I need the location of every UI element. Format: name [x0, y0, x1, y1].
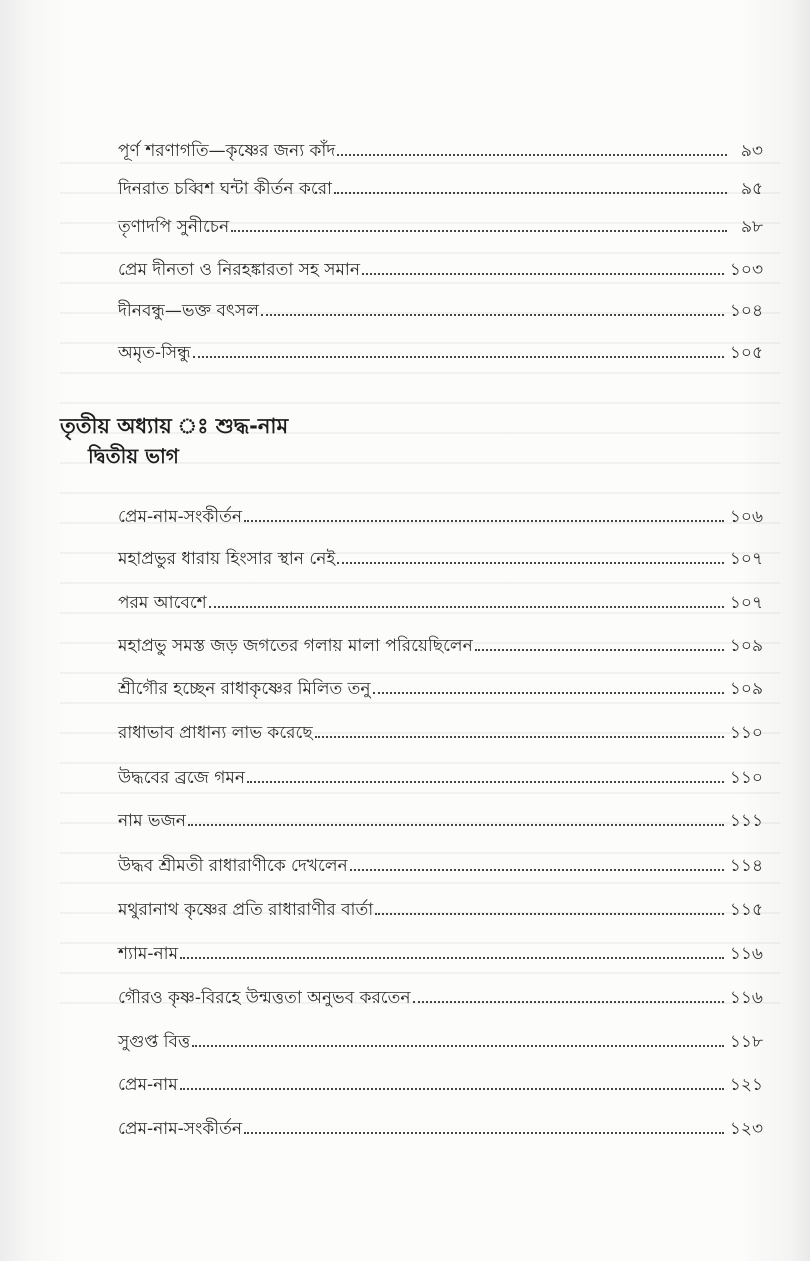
entry-title: পূর্ণ শরণাগতি—কৃষ্ণের জন্য কাঁদ — [118, 141, 336, 161]
entry-title: নাম ভজন — [118, 811, 186, 831]
entry-title: মহাপ্রভু সমস্ত জড় জগতের গলায় মালা পরিয়েছিলেন — [118, 636, 473, 656]
toc-entry — [118, 545, 763, 573]
dot-leader — [315, 735, 724, 738]
entry-title: পরম আবেশে — [118, 593, 207, 613]
dot-leader — [261, 313, 724, 316]
entry-page-number: ১০৯ — [729, 636, 763, 656]
entry-page-number: ১১৬ — [729, 988, 763, 1008]
entry-page-number: ১২১ — [729, 1075, 763, 1095]
toc-entry — [118, 1028, 763, 1056]
dot-leader — [475, 648, 724, 651]
entry-page-number: ৯৫ — [740, 179, 763, 199]
dot-leader — [337, 561, 724, 564]
entry-title: দিনরাত চব্বিশ ঘন্টা কীর্তন করো — [118, 179, 332, 199]
entry-page-number: ১০৫ — [729, 343, 763, 363]
entry-page-number: ১১০ — [729, 768, 763, 788]
entry-title: প্রেম-নাম-সংকীর্তন — [118, 507, 243, 527]
toc-entry — [118, 175, 763, 203]
dot-leader — [350, 868, 724, 871]
entry-title: অমৃত-সিন্ধু — [118, 343, 191, 363]
entry-page-number: ১০৪ — [729, 301, 763, 321]
entry-title: সুগুপ্ত বিত্ত — [118, 1032, 191, 1052]
entry-page-number: ১১০ — [729, 723, 763, 743]
entry-page-number: ১১৫ — [729, 900, 763, 920]
entry-page-number: ১১১ — [729, 811, 763, 831]
dot-leader — [247, 780, 724, 783]
dot-leader — [180, 956, 724, 959]
toc-entry — [118, 896, 763, 924]
entry-title: প্রেম দীনতা ও নিরহঙ্কারতা সহ সমান — [118, 260, 360, 280]
toc-entry — [118, 339, 763, 367]
entry-page-number: ১০৭ — [729, 593, 763, 613]
toc-entry — [118, 807, 763, 835]
toc-entry — [118, 503, 763, 531]
toc-entry — [118, 256, 763, 284]
entry-page-number: ১০৭ — [729, 549, 763, 569]
entry-title: রাধাভাব প্রাধান্য লাভ করেছে — [118, 723, 313, 743]
entry-title: মহাপ্রভুর ধারায় হিংসার স্থান নেই — [118, 549, 336, 569]
entry-page-number: ১০৩ — [729, 260, 763, 280]
entry-title: উদ্ধব শ্রীমতী রাধারাণীকে দেখলেন — [118, 856, 348, 876]
toc-entry — [118, 632, 763, 660]
entry-page-number: ১১৮ — [729, 1032, 763, 1052]
entry-page-number: ৯৩ — [740, 141, 763, 161]
entry-title: দীনবন্ধু—ভক্ত বৎসল — [118, 301, 259, 321]
entry-title: প্রেম-নাম — [118, 1075, 178, 1095]
dot-leader — [193, 355, 724, 358]
dot-leader — [192, 1044, 724, 1047]
dot-leader — [244, 1131, 724, 1134]
entry-title: শ্যাম-নাম — [118, 944, 179, 964]
dot-leader — [337, 153, 727, 156]
dot-leader — [375, 912, 724, 915]
dot-leader — [209, 605, 724, 608]
dot-leader — [413, 1000, 724, 1003]
toc-entry — [118, 764, 763, 792]
part-heading: দ্বিতীয় ভাগ — [88, 444, 179, 468]
dot-leader — [188, 823, 724, 826]
entry-title: উদ্ধবের ব্রজে গমন — [118, 768, 246, 788]
toc-entry — [118, 1071, 763, 1099]
toc-entry — [118, 984, 763, 1012]
toc-entry — [118, 213, 763, 241]
chapter-heading: তৃতীয় অধ্যায় ঃ শুদ্ধ-নাম — [60, 414, 289, 438]
entry-title: শ্রীগৌর হচ্ছেন রাধাকৃষ্ণের মিলিত তনু — [118, 679, 371, 699]
entry-page-number: ১১৬ — [729, 944, 763, 964]
dot-leader — [180, 1087, 724, 1090]
dot-leader — [334, 191, 727, 194]
entry-page-number: ১০৬ — [729, 507, 763, 527]
toc-entry — [118, 589, 763, 617]
entry-page-number: ১০৯ — [729, 679, 763, 699]
toc-entry — [118, 719, 763, 747]
toc-entry — [118, 1115, 763, 1143]
toc-entry — [118, 297, 763, 325]
toc-entry — [118, 137, 763, 165]
entry-title: প্রেম-নাম-সংকীর্তন — [118, 1119, 243, 1139]
dot-leader — [244, 519, 724, 522]
entry-title: গৌরও কৃষ্ণ-বিরহে উন্মত্ততা অনুভব করতেন — [118, 988, 411, 1008]
toc-entry — [118, 852, 763, 880]
toc-entry — [118, 675, 763, 703]
toc-entry — [118, 940, 763, 968]
dot-leader — [231, 229, 727, 232]
dot-leader — [362, 272, 724, 275]
entry-page-number: ১২৩ — [729, 1119, 763, 1139]
entry-title: মথুরানাথ কৃষ্ণের প্রতি রাধারাণীর বার্তা — [118, 900, 374, 920]
entry-page-number: ৯৮ — [740, 217, 763, 237]
entry-page-number: ১১৪ — [729, 856, 763, 876]
dot-leader — [373, 691, 724, 694]
entry-title: তৃণাদপি সুনীচেন — [118, 217, 230, 237]
